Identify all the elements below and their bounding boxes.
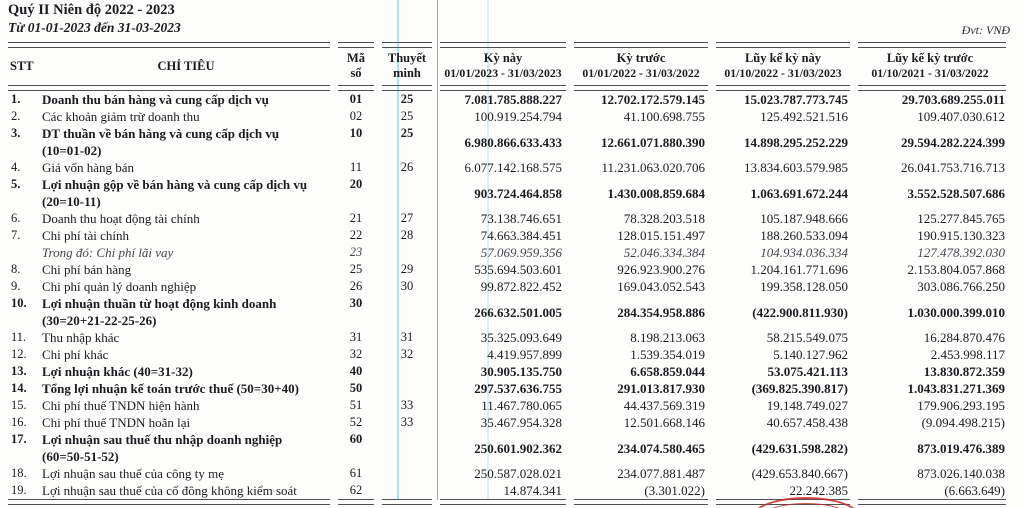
row-value-ytd-prior: 873.019.476.389: [917, 440, 1005, 456]
row-number: 4.: [11, 160, 21, 174]
row-code: 25: [349, 262, 363, 276]
row-value-ytd-prior: 1.030.000.399.010: [907, 304, 1005, 320]
table-body: [8, 91, 1008, 499]
row-label: Lợi nhuận gộp về bán hàng và cung cấp dịch vụ (20=10-11): [42, 177, 308, 209]
row-value-ytd-current: (429.653.840.667): [751, 466, 848, 481]
row-label: Doanh thu bán hàng và cung cấp dịch vụ: [42, 92, 269, 107]
row-note-ref: 26: [400, 160, 414, 174]
row-value-current-period: 73.138.746.651: [480, 211, 562, 226]
row-code: 31: [349, 330, 363, 344]
header-luy-ke-ky-truoc: Lũy kế kỳ trước 01/10/2021 - 31/03/2022: [871, 51, 989, 80]
header-luy-ke-ky-nay: Lũy kế kỳ này 01/10/2022 - 31/03/2023: [724, 51, 842, 80]
row-code: 51: [349, 398, 363, 412]
row-value-prior-period: 128.015.151.497: [617, 228, 705, 243]
row-number: 10.: [11, 296, 27, 310]
row-label: Thu nhập khác: [42, 330, 120, 345]
row-value-current-period: 535.694.503.601: [474, 262, 562, 277]
row-value-ytd-current: 13.834.603.579.985: [744, 160, 848, 175]
row-value-prior-period: 12.661.071.880.390: [601, 134, 705, 150]
header-stt: STT: [10, 58, 34, 73]
row-value-ytd-current: 14.898.295.252.229: [744, 134, 848, 150]
row-value-current-period: 6.077.142.168.575: [464, 160, 562, 175]
row-value-prior-period: 6.658.859.044: [630, 364, 705, 379]
row-value-current-period: 57.069.959.356: [480, 245, 562, 260]
row-value-ytd-prior: 125.277.845.765: [917, 211, 1005, 226]
row-code: 22: [349, 228, 363, 242]
row-value-ytd-prior: 190.915.130.323: [917, 228, 1005, 243]
table-row: [8, 414, 1008, 431]
table-row: [8, 125, 1008, 159]
row-note-ref: 32: [400, 347, 414, 361]
handwritten-red-ellipse-inner-stroke: [761, 503, 851, 508]
row-note-ref: 25: [400, 109, 414, 123]
row-note-ref: 27: [400, 211, 414, 225]
row-code: 61: [349, 466, 363, 480]
table-row: [8, 346, 1008, 363]
header-ma-so: Mã số: [346, 51, 366, 80]
row-value-prior-period: 12.702.172.579.145: [601, 92, 705, 107]
row-value-ytd-current: 1.204.161.771.696: [750, 262, 848, 277]
row-code: 26: [349, 279, 363, 293]
row-code: 50: [349, 381, 363, 395]
header-ky-nay: Kỳ này 01/01/2023 - 31/03/2023: [444, 51, 562, 80]
row-value-ytd-prior: 2.153.804.057.868: [907, 262, 1005, 277]
row-number: 14.: [11, 381, 27, 395]
row-code: 52: [349, 415, 363, 429]
report-date-range: Từ 01-01-2023 đến 31-03-2023: [8, 20, 181, 35]
row-note-ref: 25: [400, 92, 414, 106]
table-row: [8, 482, 1008, 499]
row-label: Chi phí thuế TNDN hiện hành: [42, 398, 200, 413]
row-value-prior-period: 11.231.063.020.706: [601, 160, 705, 175]
row-value-ytd-prior: (9.094.498.215): [921, 415, 1005, 430]
row-value-ytd-prior: (6.663.649): [944, 483, 1005, 498]
table-row: [8, 380, 1008, 397]
row-label: Doanh thu hoạt động tài chính: [42, 211, 200, 226]
row-code: 01: [349, 92, 363, 106]
table-row: [8, 431, 1008, 465]
row-number: 8.: [11, 262, 21, 276]
row-label: Giá vốn hàng bán: [42, 160, 135, 175]
row-value-current-period: 7.081.785.888.227: [464, 92, 562, 107]
row-value-prior-period: 8.198.213.063: [630, 330, 705, 345]
row-label: Chi phí quản lý doanh nghiệp: [42, 279, 197, 294]
row-value-ytd-prior: 1.043.831.271.369: [907, 381, 1005, 396]
row-value-prior-period: 926.923.900.276: [617, 262, 705, 277]
row-value-ytd-current: 188.260.533.094: [760, 228, 848, 243]
row-note-ref: 28: [400, 228, 414, 242]
report-period-title: Quý II Niên độ 2022 - 2023: [8, 2, 175, 18]
row-value-prior-period: 291.013.817.930: [617, 381, 705, 396]
row-value-current-period: 99.872.822.452: [480, 279, 562, 294]
row-value-ytd-current: 22.242.385: [789, 483, 848, 498]
row-value-current-period: 74.663.384.451: [480, 228, 562, 243]
income-statement-table: [8, 42, 1008, 505]
row-value-ytd-prior: 3.552.528.507.686: [907, 185, 1005, 201]
table-row: [8, 261, 1008, 278]
row-number: 17.: [11, 432, 27, 446]
row-value-prior-period: 78.328.203.518: [623, 211, 705, 226]
row-value-current-period: 35.467.954.328: [480, 415, 562, 430]
row-value-ytd-prior: 29.594.282.224.399: [901, 134, 1005, 150]
row-code: 11: [349, 160, 363, 174]
row-code: 10: [349, 126, 363, 140]
row-value-current-period: 14.874.341: [503, 483, 562, 498]
row-value-prior-period: (3.301.022): [644, 483, 705, 498]
row-number: 13.: [11, 364, 27, 378]
row-value-ytd-current: 19.148.749.027: [766, 398, 848, 413]
table-row: [8, 176, 1008, 210]
row-value-ytd-prior: 109.407.030.612: [917, 109, 1005, 124]
row-value-prior-period: 12.501.668.146: [623, 415, 705, 430]
row-label: Lợi nhuận thuần từ hoạt động kinh doanh (30=20+21-22-25-26): [42, 296, 277, 328]
row-label: Tổng lợi nhuận kế toán trước thuế (50=30+40): [42, 381, 299, 396]
header-ky-truoc: Kỳ trước 01/01/2022 - 31/03/2022: [582, 51, 700, 80]
row-code: 23: [349, 245, 363, 259]
row-label: Chi phí thuế TNDN hoãn lại: [42, 415, 191, 430]
row-number: 15.: [11, 398, 27, 412]
row-value-current-period: 4.419.957.899: [487, 347, 562, 362]
table-rule-bottom: [8, 499, 1008, 505]
row-code: 40: [349, 364, 363, 378]
table-row: [8, 210, 1008, 227]
row-number: 2.: [11, 109, 21, 123]
row-value-ytd-prior: 303.086.766.250: [917, 279, 1005, 294]
row-number: 16.: [11, 415, 27, 429]
header-chi-tieu: CHỈ TIÊU: [157, 58, 215, 73]
row-value-prior-period: 234.074.580.465: [617, 440, 705, 456]
row-value-current-period: 100.919.254.794: [474, 109, 562, 124]
row-value-ytd-prior: 29.703.689.255.011: [901, 92, 1005, 107]
row-note-ref: 33: [400, 398, 414, 412]
row-value-ytd-prior: 127.478.392.030: [917, 245, 1005, 260]
row-label: Lợi nhuận sau thuế của công ty mẹ: [42, 466, 224, 481]
row-value-prior-period: 1.539.354.019: [630, 347, 705, 362]
row-number: 3.: [11, 126, 21, 140]
table-header-row: [8, 48, 1008, 85]
table-row: [8, 227, 1008, 244]
row-value-ytd-prior: 873.026.140.038: [917, 466, 1005, 481]
row-value-ytd-current: 105.187.948.666: [760, 211, 848, 226]
row-value-prior-period: 52.046.334.384: [623, 245, 705, 260]
row-value-ytd-prior: 16.284.870.476: [923, 330, 1005, 345]
row-value-ytd-current: (429.631.598.282): [751, 440, 848, 456]
row-code: 20: [349, 177, 363, 191]
row-code: 32: [349, 347, 363, 361]
row-value-current-period: 250.601.902.362: [474, 440, 562, 456]
header-thuyet-minh: Thuyết minh: [387, 51, 427, 80]
row-value-ytd-current: (422.900.811.930): [752, 304, 848, 320]
row-code: 21: [349, 211, 363, 225]
row-label: DT thuần về bán hàng và cung cấp dịch vụ (10=01-02): [42, 126, 280, 158]
row-value-current-period: 903.724.464.858: [474, 185, 562, 201]
currency-unit-label: Đvt: VNĐ: [961, 23, 1010, 37]
row-number: 7.: [11, 228, 21, 242]
row-value-ytd-current: 199.358.128.050: [760, 279, 848, 294]
row-note-ref: 29: [400, 262, 414, 276]
row-note-ref: 31: [400, 330, 414, 344]
row-value-prior-period: 234.077.881.487: [617, 466, 705, 481]
row-number: 5.: [11, 177, 21, 191]
row-value-ytd-current: 125.492.521.516: [760, 109, 848, 124]
row-value-prior-period: 1.430.008.859.684: [607, 185, 705, 201]
table-row: [8, 465, 1008, 482]
row-value-ytd-current: 15.023.787.773.745: [744, 92, 848, 107]
row-value-prior-period: 169.043.052.543: [617, 279, 705, 294]
row-label: Lợi nhuận sau thuế của cổ đông không kiểm soát: [42, 483, 297, 498]
row-label: Lợi nhuận khác (40=31-32): [42, 364, 193, 379]
table-row: [8, 91, 1008, 108]
row-value-current-period: 35.325.093.649: [480, 330, 562, 345]
row-value-ytd-current: 1.063.691.672.244: [750, 185, 848, 201]
row-code: 60: [349, 432, 363, 446]
row-value-ytd-current: 58.215.549.075: [766, 330, 848, 345]
row-value-ytd-current: (369.825.390.817): [751, 381, 848, 396]
row-code: 02: [349, 109, 363, 123]
row-value-current-period: 250.587.028.021: [474, 466, 562, 481]
row-number: 19.: [11, 483, 27, 497]
table-row: [8, 329, 1008, 346]
row-number: 1.: [11, 92, 21, 106]
row-value-current-period: 6.980.866.633.433: [464, 134, 562, 150]
row-value-ytd-current: 53.075.421.113: [767, 364, 848, 379]
row-value-ytd-prior: 2.453.998.117: [930, 347, 1005, 362]
row-number: 6.: [11, 211, 21, 225]
row-number: 18.: [11, 466, 27, 480]
row-value-prior-period: 41.100.698.755: [623, 109, 705, 124]
row-value-prior-period: 44.437.569.319: [623, 398, 705, 413]
row-label: Chi phí bán hàng: [42, 262, 132, 277]
row-code: 62: [349, 483, 363, 497]
row-value-current-period: 30.905.135.750: [480, 364, 562, 379]
table-row: [8, 278, 1008, 295]
row-value-ytd-current: 104.934.036.334: [760, 245, 848, 260]
table-row: [8, 363, 1008, 380]
row-value-current-period: 297.537.636.755: [474, 381, 562, 396]
table-row: [8, 397, 1008, 414]
row-note-ref: 33: [400, 415, 414, 429]
table-row: [8, 295, 1008, 329]
row-label: Chi phí khác: [42, 347, 109, 362]
row-label: Các khoản giảm trừ doanh thu: [42, 109, 200, 124]
table-row: [8, 108, 1008, 125]
table-row: [8, 244, 1008, 261]
row-value-prior-period: 284.354.958.886: [617, 304, 705, 320]
row-value-current-period: 11.467.780.065: [481, 398, 562, 413]
row-label: Chi phí tài chính: [42, 228, 130, 243]
row-note-ref: 30: [400, 279, 414, 293]
row-number: 12.: [11, 347, 27, 361]
row-value-ytd-prior: 13.830.872.359: [923, 364, 1005, 379]
row-label: Lợi nhuận sau thuế thu nhập doanh nghiệp (60=50-51-52): [42, 432, 283, 464]
row-value-ytd-current: 40.657.458.438: [766, 415, 848, 430]
table-rule-top: [8, 42, 1008, 48]
row-note-ref: 25: [400, 126, 414, 140]
row-number: 11.: [11, 330, 27, 344]
row-code: 30: [349, 296, 363, 310]
row-number: 9.: [11, 279, 21, 293]
row-label: Trong đó: Chi phí lãi vay: [42, 245, 174, 260]
row-value-current-period: 266.632.501.005: [474, 304, 562, 320]
row-value-ytd-prior: 26.041.753.716.713: [901, 160, 1005, 175]
row-value-ytd-prior: 179.906.293.195: [917, 398, 1005, 413]
row-value-ytd-current: 5.140.127.962: [773, 347, 848, 362]
table-row: [8, 159, 1008, 176]
